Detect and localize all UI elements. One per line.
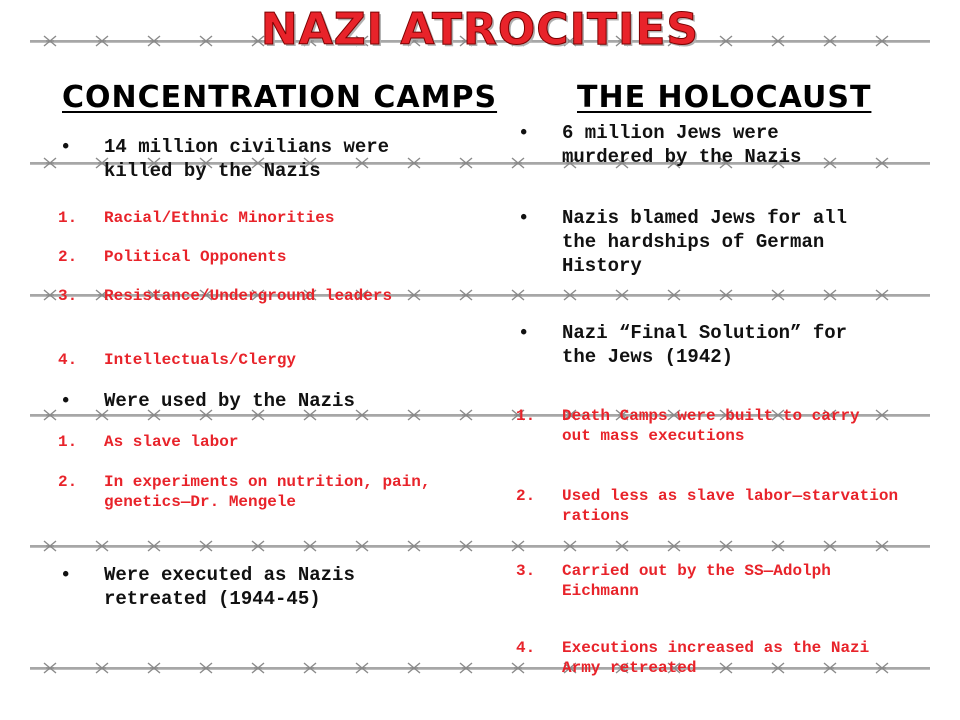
numbered-text: Racial/Ethnic Minorities [104, 209, 335, 227]
bullet-marker: • [518, 122, 530, 144]
bullet-item [518, 122, 872, 170]
numbered-item [58, 432, 434, 452]
numbered-item [58, 286, 424, 306]
numbered-text: Political Opponents [104, 248, 287, 266]
bullet-item [60, 390, 464, 414]
number-marker: 4. [58, 351, 78, 369]
bullet-text: Were used by the Nazis [104, 390, 355, 412]
numbered-text: Carried out by the SS—Adolph Eichmann [562, 562, 831, 600]
bullet-text: 14 million civilians were killed by the Nazis [104, 136, 390, 182]
bullet-item [60, 564, 434, 612]
number-marker: 3. [516, 562, 536, 580]
number-marker: 4. [516, 639, 536, 657]
numbered-text: Resistance/Underground leaders [104, 287, 393, 305]
number-marker: 1. [58, 433, 78, 451]
numbered-item [516, 406, 892, 446]
number-marker: 1. [58, 209, 78, 227]
numbered-item [516, 561, 882, 601]
bullet-marker: • [60, 136, 72, 158]
numbered-text: Intellectuals/Clergy [104, 351, 297, 369]
bullet-marker: • [518, 322, 530, 344]
numbered-item [516, 486, 902, 526]
numbered-item [58, 472, 449, 512]
bullet-item [518, 322, 862, 370]
holocaust-heading: THE HOLOCAUST [577, 80, 872, 115]
slide-title: NAZI ATROCITIES [260, 4, 700, 55]
bullet-marker: • [518, 207, 530, 229]
bullet-marker: • [60, 390, 72, 412]
numbered-item [516, 638, 882, 678]
numbered-item [58, 350, 434, 370]
barbed-wire-divider [30, 538, 930, 554]
number-marker: 1. [516, 407, 536, 425]
numbered-item [58, 208, 434, 228]
number-marker: 2. [516, 487, 536, 505]
numbered-item [58, 247, 434, 267]
bullet-text: Nazi “Final Solution” for the Jews (1942) [562, 322, 848, 368]
numbered-text: Used less as slave labor—starvation rations [562, 487, 899, 525]
concentration-camps-heading: CONCENTRATION CAMPS [62, 80, 498, 115]
numbered-text: Executions increased as the Nazi Army retreated [562, 639, 870, 677]
bullet-item [518, 207, 882, 278]
bullet-text: Were executed as Nazis retreated (1944-45) [104, 564, 355, 610]
bullet-text: 6 million Jews were murdered by the Nazis [562, 122, 802, 168]
numbered-text: As slave labor [104, 433, 239, 451]
numbered-text: In experiments on nutrition, pain, genetics—Dr. Mengele [104, 473, 431, 511]
bullet-text: Nazis blamed Jews for all the hardships of German History [562, 207, 848, 277]
bullet-marker: • [60, 564, 72, 586]
bullet-item [60, 136, 464, 184]
number-marker: 2. [58, 248, 78, 266]
number-marker: 2. [58, 473, 78, 491]
number-marker: 3. [58, 287, 78, 305]
numbered-text: Death Camps were built to carry out mass executions [562, 407, 860, 445]
